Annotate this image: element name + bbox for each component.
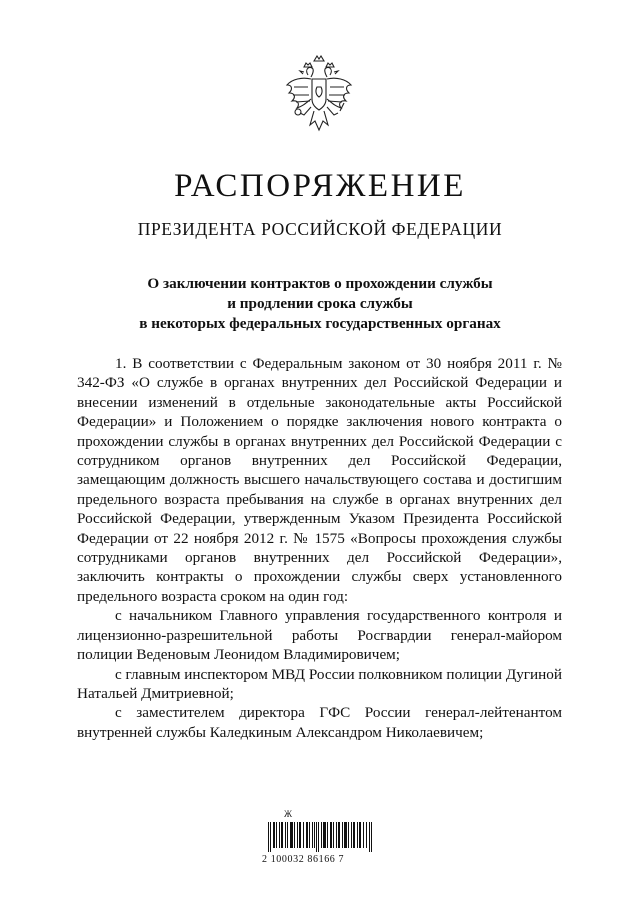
barcode-number: 2 100032 86166 7 <box>262 854 345 865</box>
title-line: и продлении срока службы <box>227 295 413 312</box>
russian-coat-of-arms-icon <box>284 55 354 140</box>
body-paragraph: с заместителем директора ГФС России генерал-лейтенантом внутренней службы Каледкиным Александром Николаевичем; <box>77 704 562 741</box>
document-type-heading: РАСПОРЯЖЕНИЕ <box>174 168 466 204</box>
body-paragraph: 1. В соответствии с Федеральным законом от 30 ноября 2011 г. № 342-ФЗ «О службе в органах внутренних дел Российской Федерации и внесении изменений в отдельные законодательные акты Российской Федерации» и Положением о порядке заключения нового контракта о прохождении службы в органах внутренних дел Российской Федерации с сотрудником органов внутренних дел Российской Федерации, замещающим должность высшего начальствующего состава и достигшим предельного возраста пребывания на службе в органах внутренних дел Российской Федерации, утвержденным Указом Президента Российской Федерации от 22 ноября 2012 г. № 1575 «Вопросы прохождения службы сотрудниками органов внутренних дел Российской Федерации», заключить контракты о прохождении службы сверх установленного предельного возраста сроком на один год: <box>77 355 562 605</box>
body-paragraph: с главным инспектором МВД России полковником полиции Дугиной Натальей Дмитриевной; <box>77 665 563 702</box>
barcode-icon <box>268 809 374 852</box>
issuer-heading: ПРЕЗИДЕНТА РОССИЙСКОЙ ФЕДЕРАЦИИ <box>137 219 503 239</box>
document-title <box>70 274 570 334</box>
barcode-mark: Ж <box>284 809 293 819</box>
title-line: в некоторых федеральных государственных органах <box>139 315 501 332</box>
document-body <box>77 354 562 742</box>
body-paragraph: с начальником Главного управления государственного контроля и лицензионно-разрешительной работы Росгвардии генерал-майором полиции Веденовым Леонидом Владимировичем; <box>77 607 562 664</box>
title-line: О заключении контрактов о прохождении службы <box>147 275 493 292</box>
